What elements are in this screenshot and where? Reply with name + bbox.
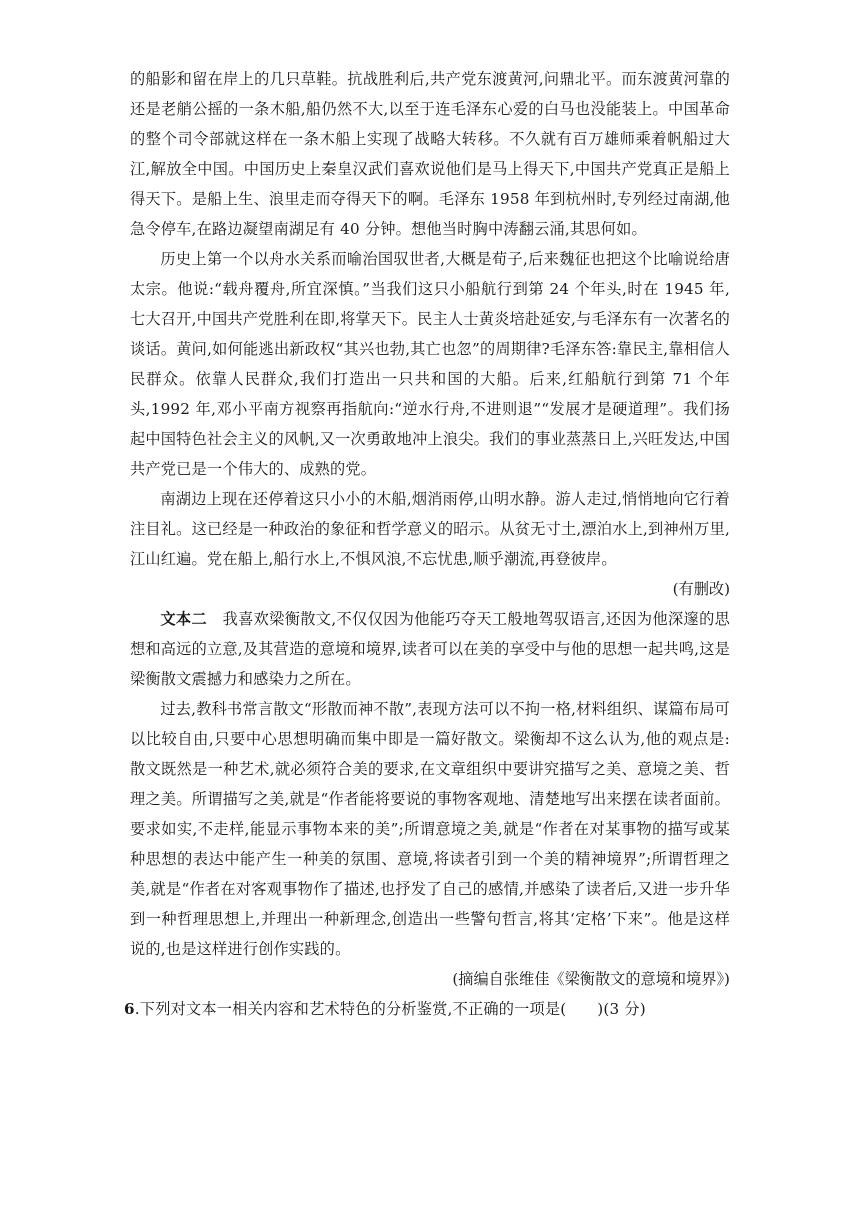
question-number: 6 [124,1000,135,1018]
text2-paragraph-1-body: 我喜欢梁衡散文,不仅仅因为他能巧夺天工般地驾驭语言,还因为他深邃的思想和高远的立意,及其营造的意境和境界,读者可以在美的享受中与他的思想一起共鸣,这是梁衡散文震撼力和感染力之所在。 [130,610,730,688]
text1-paragraph-3: 南湖边上现在还停着这只小小的木船,烟消雨停,山明水静。游人走过,悄悄地向它行着注目礼。这已经是一种政治的象征和哲学意义的昭示。从贫无寸土,漂泊水上,到神州万里,江山红遍。党在船上,船行水上,不惧风浪,不忘忧患,顺乎潮流,再登彼岸。 [130,490,730,568]
text1-paragraph-2: 历史上第一个以舟水关系而喻治国驭世者,大概是荀子,后来魏征也把这个比喻说给唐太宗。他说:“载舟覆舟,所宜深慎。”当我们这只小船航行到第 24 个年头,时在 1945 年,七大召开,中国共产党胜利在即,将掌天下。民主人士黄炎培赴延安,与毛泽东有一次著名的谈话。黄问,如何能逃出新政权“其兴也勃,其亡也忽”的周期律?毛泽东答:靠民主,靠相信人民群众。依靠人民群众,我们打造出一只共和国的大船。后来,红船航行到第 71 个年头,1992 年,邓小平南方视察再指航向:“逆水行舟,不进则退”“发展才是硬道理”。我们扬起中国特色社会主义的风帆,又一次勇敢地冲上浪尖。我们的事业蒸蒸日上,兴旺发达,中国共产党已是一个伟大的、成熟的党。 [130,250,730,478]
text1-paragraph-continued: 的船影和留在岸上的几只草鞋。抗战胜利后,共产党东渡黄河,问鼎北平。而东渡黄河靠的还是老艄公摇的一条木船,船仍然不大,以至于连毛泽东心爱的白马也没能装上。中国革命的整个司令部就这样在一条木船上实现了战略大转移。不久就有百万雄师乘着帆船过大江,解放全中国。中国历史上秦皇汉武们喜欢说他们是马上得天下,中国共产党真正是船上得天下。是船上生、浪里走而夺得天下的啊。毛泽东 1958 年到杭州时,专列经过南湖,他急令停车,在路边凝望南湖足有 40 分钟。想他当时胸中涛翻云涌,其思何如。 [130,70,730,238]
document-page [124,64,730,1024]
question-text: .下列对文本一相关内容和艺术特色的分析鉴赏,不正确的一项是( )(3 分) [134,1000,646,1018]
question-6 [124,994,730,1024]
text2-paragraph-2: 过去,教科书常言散文“形散而神不散”,表现方法可以不拘一格,材料组织、谋篇布局可以比较自由,只要中心思想明确而集中即是一篇好散文。梁衡却不这么认为,他的观点是:散文既然是一种艺术,就必须符合美的要求,在文章组织中要讲究描写之美、意境之美、哲理之美。所谓描写之美,就是“作者能将要说的事物客观地、清楚地写出来摆在读者面前。要求如实,不走样,能显示事物本来的美”;所谓意境之美,就是“作者在对某事物的描写或某种思想的表达中能产生一种美的氛围、意境,将读者引到一个美的精神境界”;所谓哲理之美,就是“作者在对客观事物作了描述,也抒发了自己的感情,并感染了读者后,又进一步升华到一种哲理思想上,并理出一种新理念,创造出一些警句哲言,将其‘定格’下来”。他是这样说的,也是这样进行创作实践的。 [130,700,730,958]
text2-paragraph-1 [130,604,730,694]
text2-source: (摘编自张维佳《梁衡散文的意境和境界》) [452,970,730,988]
text2-label: 文本二 [160,610,208,628]
text1-note: (有删改) [672,580,730,598]
